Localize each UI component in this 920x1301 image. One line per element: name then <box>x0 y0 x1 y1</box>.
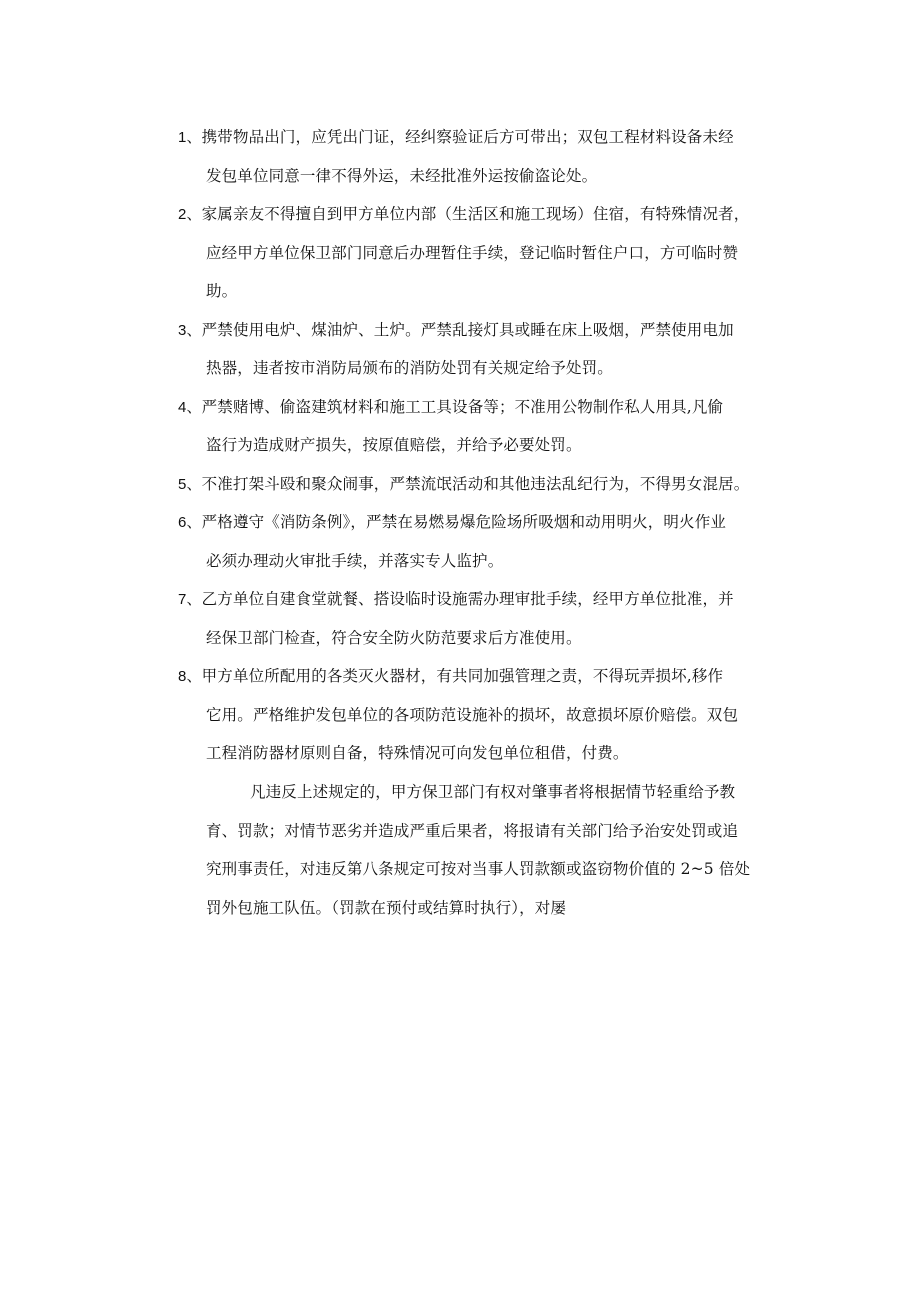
rule-text: 携带物品出门，应凭出门证，经纠察验证后方可带出；双包工程材料设备未经 <box>201 128 734 146</box>
rule-line <box>178 734 788 773</box>
rule-line <box>178 426 788 465</box>
rule-text: 发包单位同意一律不得外运，未经批准外运按偷盗论处。 <box>206 166 598 185</box>
rule-line <box>178 157 788 196</box>
rule-line <box>178 696 788 735</box>
rule-item <box>178 311 788 388</box>
rule-line <box>178 388 788 427</box>
rule-number: 3、 <box>178 321 202 339</box>
rule-line <box>178 118 788 157</box>
rule-line <box>178 465 788 504</box>
rule-line <box>178 657 788 696</box>
rule-text: 甲方单位所配用的各类灭火器材，有共同加强管理之责，不得玩弄损坏,移作 <box>201 667 724 685</box>
closing-line: 育、罚款；对情节恶劣并造成严重后果者，将报请有关部门给予治安处罚或追 <box>206 821 739 840</box>
rule-line <box>178 542 788 581</box>
rule-line <box>178 580 788 619</box>
closing-line: 究刑事责任，对违反第八条规定可按对当事人罚款额或盗窃物价值的 2~5 倍处 <box>206 860 751 878</box>
rule-number: 2、 <box>178 206 202 223</box>
rule-text: 严格遵守《消防条例》，严禁在易燃易爆危险场所吸烟和动用明火，明火作业 <box>201 513 727 531</box>
closing-paragraph <box>178 773 798 927</box>
rule-text: 严禁赌博、偷盗建筑材料和施工工具设备等；不准用公物制作私人用具,凡偷 <box>201 397 724 416</box>
rule-line <box>178 503 788 542</box>
rule-text: 家属亲友不得擅自到甲方单位内部（生活区和施工现场）住宿，有特殊情况者， <box>201 205 750 223</box>
rules-list <box>178 118 788 773</box>
rule-number: 6、 <box>178 514 202 531</box>
rule-line <box>178 311 788 350</box>
rule-text: 乙方单位自建食堂就餐、搭设临时设施需办理审批手续，经甲方单位批准，并 <box>201 590 734 608</box>
rule-number: 5、 <box>178 475 202 493</box>
rule-text: 应经甲方单位保卫部门同意后办理暂住手续，登记临时暂住户口，方可临时赞 <box>206 243 739 262</box>
rule-text: 必须办理动火审批手续，并落实专人监护。 <box>206 551 504 570</box>
rule-text: 经保卫部门检查，符合安全防火防范要求后方准使用。 <box>206 628 582 647</box>
rule-item <box>178 195 788 311</box>
rule-number: 7、 <box>178 591 202 608</box>
rule-item <box>178 503 788 580</box>
rule-number: 8、 <box>178 668 202 685</box>
rule-item <box>178 465 788 504</box>
rule-text: 热器，违者按市消防局颁布的消防处罚有关规定给予处罚。 <box>206 359 613 377</box>
rule-line <box>178 349 788 388</box>
rule-line <box>178 195 788 234</box>
rule-text: 它用。严格维护发包单位的各项防范设施补的损坏，故意损坏原价赔偿。双包 <box>206 705 739 724</box>
rule-item <box>178 118 788 195</box>
closing-line: 凡违反上述规定的，甲方保卫部门有权对肇事者将根据情节轻重给予教 <box>250 783 736 801</box>
rule-item <box>178 657 788 773</box>
rule-text: 盗行为造成财产损失，按原值赔偿，并给予必要处罚。 <box>206 436 582 454</box>
rule-item <box>178 580 788 657</box>
rule-line <box>178 272 788 311</box>
rule-text: 严禁使用电炉、煤油炉、土炉。严禁乱接灯具或睡在床上吸烟，严禁使用电加 <box>201 320 734 339</box>
rule-text: 助。 <box>206 282 238 300</box>
rule-text: 工程消防器材原则自备，特殊情况可向发包单位租借，付费。 <box>206 744 629 762</box>
rule-line <box>178 619 788 658</box>
rule-line <box>178 234 788 273</box>
rule-text: 不准打架斗殴和聚众闹事，严禁流氓活动和其他违法乱纪行为，不得男女混居。 <box>201 474 750 493</box>
closing-line: 罚外包施工队伍。（罚款在预付或结算时执行），对屡 <box>206 898 567 917</box>
rule-number: 4、 <box>178 398 202 416</box>
rule-item <box>178 388 788 465</box>
rule-number: 1、 <box>178 129 202 146</box>
